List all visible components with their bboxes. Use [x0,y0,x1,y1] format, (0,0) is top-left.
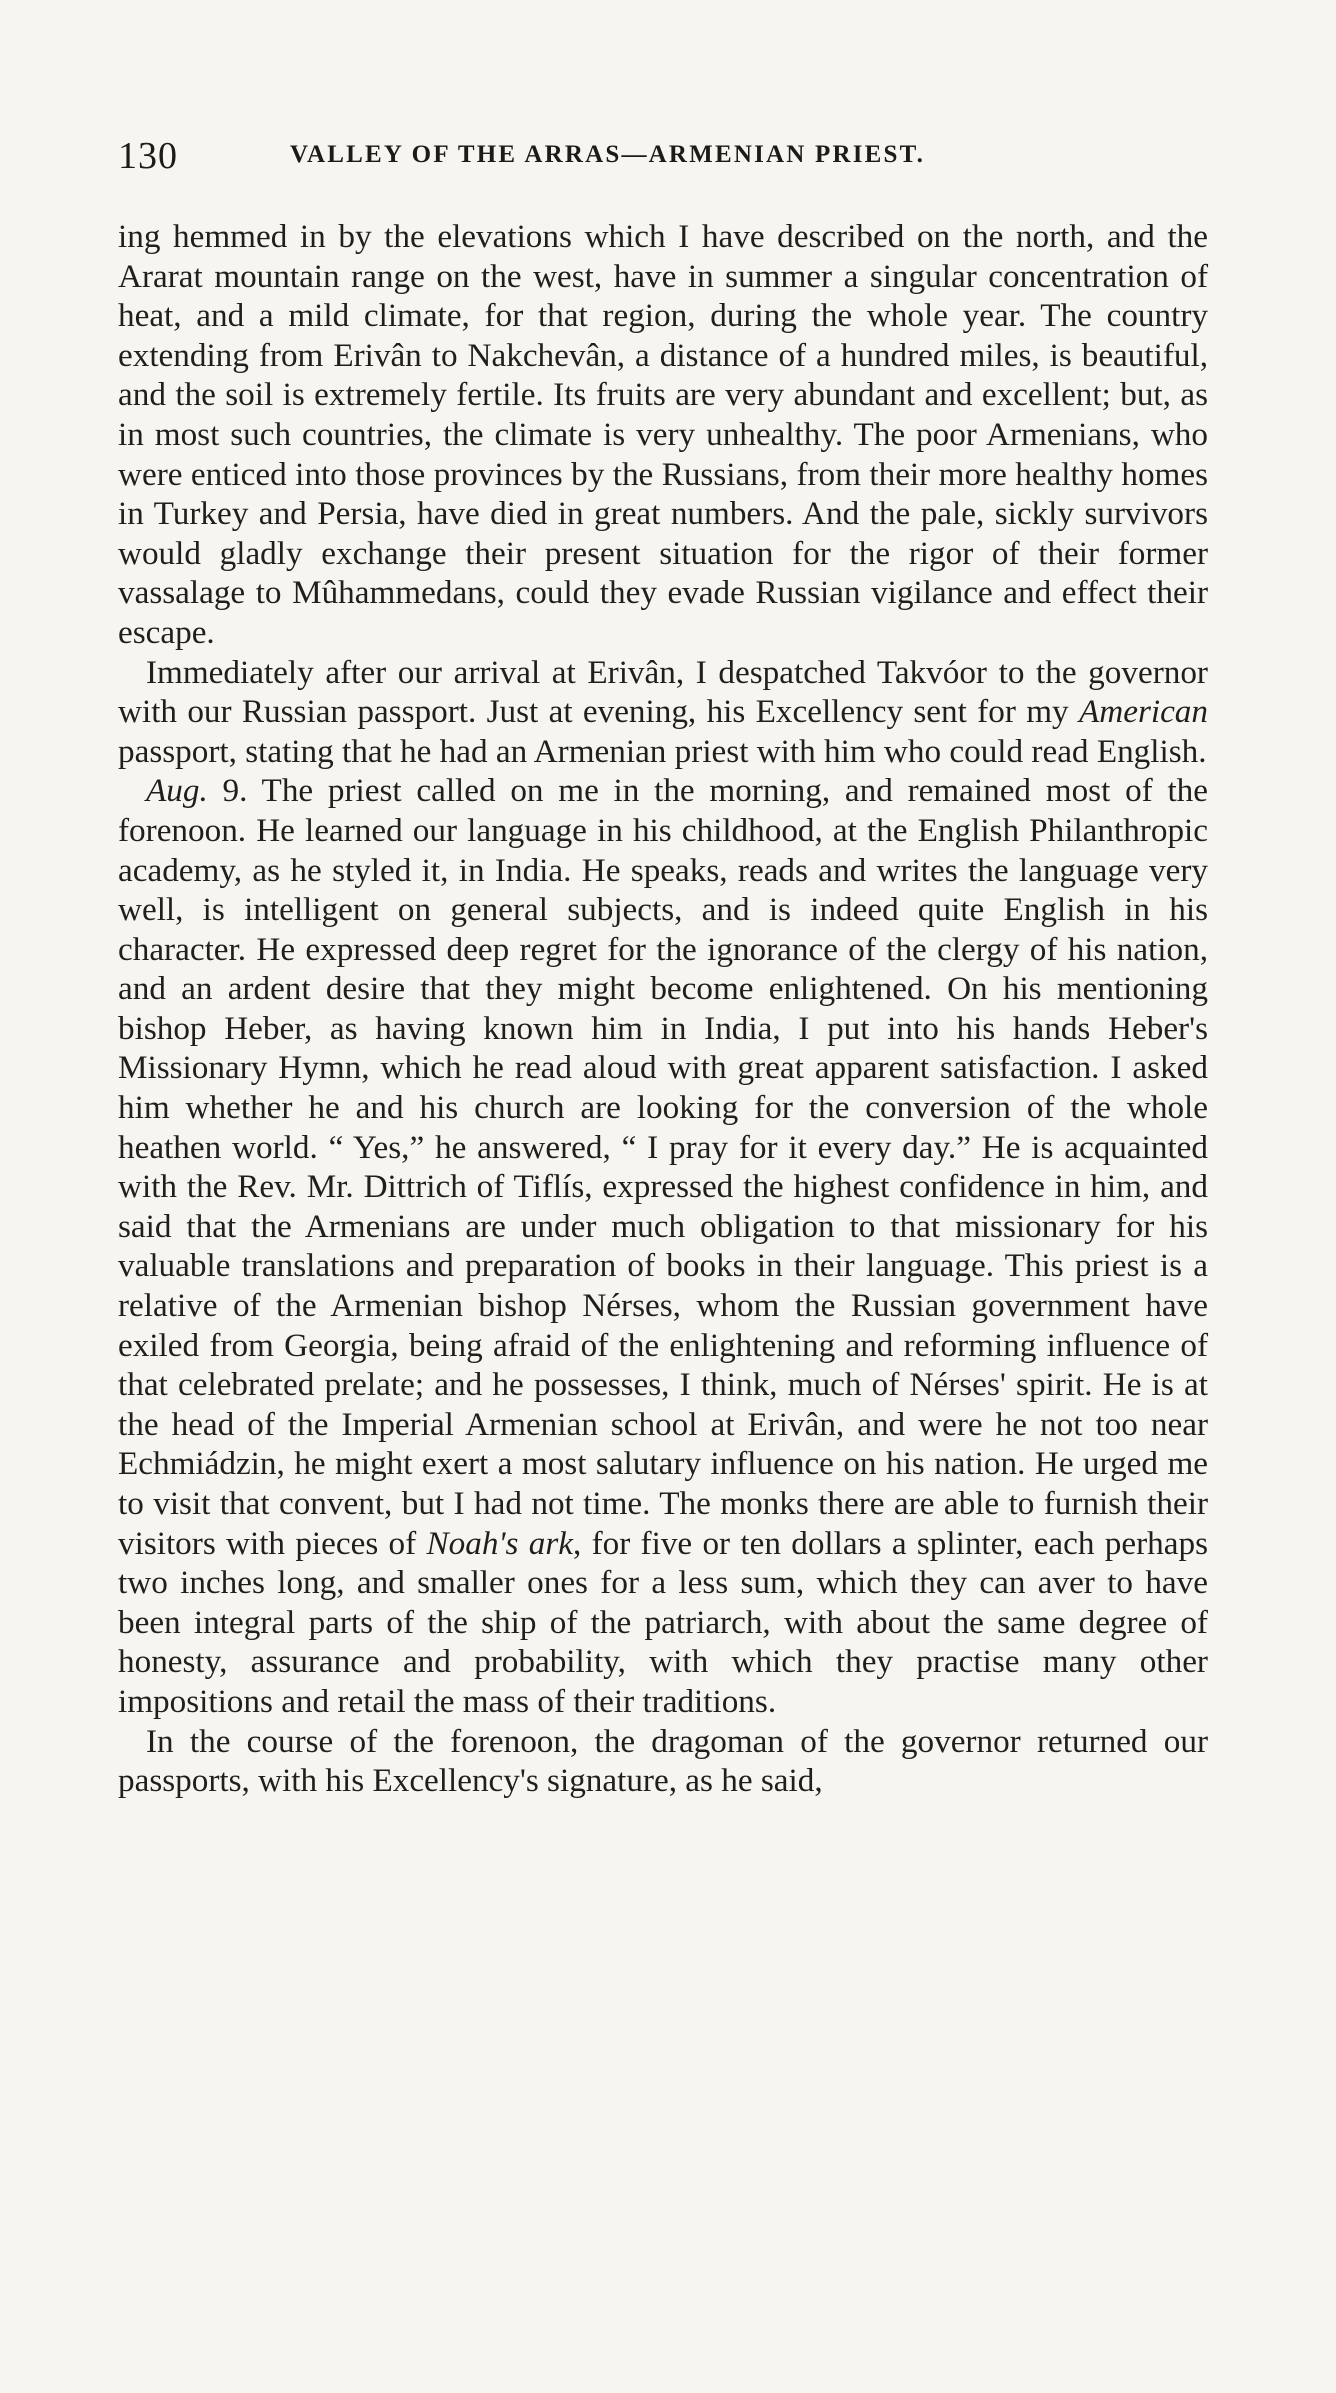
paragraph-text: Immediately after our arrival at Erivân, I despatched Takvóor to the governor with our Russian passport. Just at evening, his Excellency sent for my [118,653,1208,731]
italic-text: American [1078,693,1208,731]
running-head: VALLEY OF THE ARRAS—ARMENIAN PRIEST. [290,141,926,168]
paragraph-text: passport, stating that he had an Armenian priest with him who could read English. [118,732,1207,770]
page-number: 130 [118,135,178,177]
body-text [118,217,1208,1801]
paragraph-passports: In the course of the forenoon, the dragoman of the governor returned our passports, with his Excellency's signature, as he said, [118,1722,1208,1800]
italic-text: Noah's ark [426,1524,573,1562]
paragraph-text: 9. The priest called on me in the morning, and remained most of the forenoon. He learned our language in his childhood, at the English Philanthropic academy, as he styled it, in India. He speaks, reads and writes the language very well, is intelligent on general subjects, and is indeed quite English in his character. He expressed deep regret for the ignorance of the clergy of his nation, and an ardent desire that they might become enlightened. On his mentioning bishop Heber, as having known him in India, I put into his hands Heber's Missionary Hymn, which he read aloud with great apparent satisfaction. I asked him whether he and his church are looking for the conversion of the whole heathen world. “ Yes,” he answered, “ I pray for it every day.” He is acquainted with the Rev. Mr. Dittrich of Tiflís, expressed the highest confidence in him, and said that the Armenians are under much obligation to that missionary for his valuable translations and preparation of books in their language. This priest is a relative of the Armenian bishop Nérses, whom the Russian government have exiled from Georgia, being afraid of the enlightening and reforming influence of that celebrated prelate; and he possesses, I think, much of Nérses' spirit. He is at the head of the Imperial Armenian school at Erivân, and were he not too near Echmiádzin, he might exert a most salutary influence on his nation. He urged me to visit that convent, but I had not time. The monks there are able to furnish their visitors with pieces of [118,772,1208,1562]
paragraph-august-9 [118,771,1208,1721]
paragraph-text: , for five or ten dollars a splinter, each perhaps two inches long, and smaller ones for a less sum, which they can aver to have been integral parts of the ship of the patriarch, with about the same degree of honesty, assurance and probability, with which they practise many other impositions and retail the mass of their traditions. [118,1524,1208,1720]
date-label: Aug. [146,772,208,810]
paragraph-continuation: ing hemmed in by the elevations which I have described on the north, and the Ararat mountain range on the west, have in summer a singular concentration of heat, and a mild climate, for that region, during the whole year. The country extending from Erivân to Nakchevân, a distance of a hundred miles, is beautiful, and the soil is extremely fertile. Its fruits are very abundant and excellent; but, as in most such countries, the climate is very unhealthy. The poor Armenians, who were enticed into those provinces by the Russians, from their more healthy homes in Turkey and Persia, have died in great numbers. And the pale, sickly survivors would gladly exchange their present situation for the rigor of their former vassalage to Mûhammedans, could they evade Russian vigilance and effect their escape. [118,218,1208,651]
page-header [118,134,1218,184]
paragraph-erivan-arrival [118,653,1208,772]
